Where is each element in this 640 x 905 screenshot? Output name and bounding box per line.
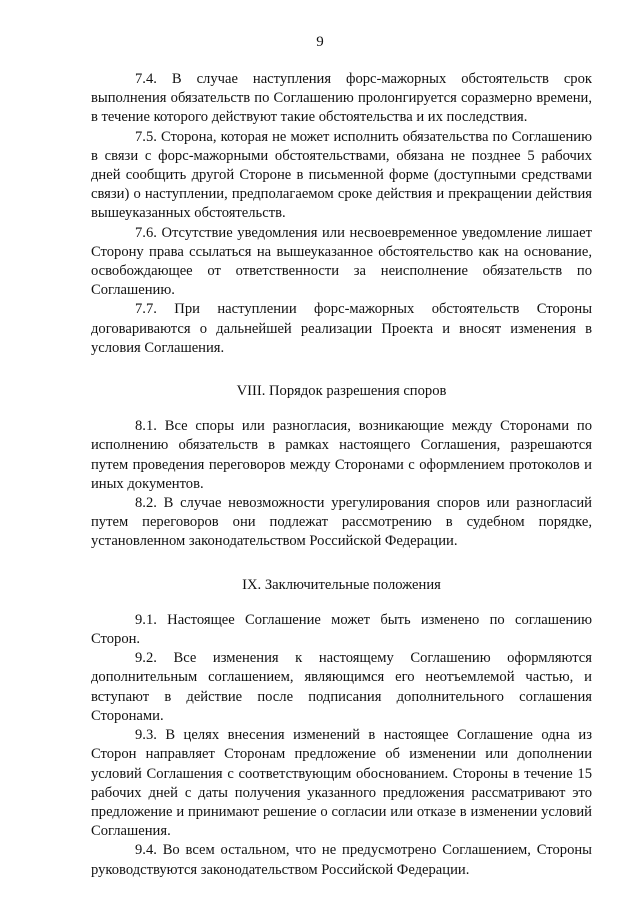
section-heading-disputes: VIII. Порядок разрешения споров: [236, 383, 447, 400]
clause-7-5: 7.5. Сторона, которая не может исполнить обязательства по Соглашению в связи с форс-мажорными обстоятельствами, обязана не позднее 5 рабочих дней сообщить другой Стороне в письменной форме (доступными средствами связи) о наступлении, предполагаемом сроке действия и прекращении действия вышеуказанных обстоятельств.: [91, 128, 592, 222]
page-number: 9: [316, 34, 324, 50]
clause-9-2: 9.2. Все изменения к настоящему Соглашению оформляются дополнительным соглашением, являющимся его неотъемлемой частью, и вступают в действие после подписания дополнительного соглашения Сторонами.: [91, 650, 592, 724]
document-body: [91, 70, 592, 880]
section-heading-final-provisions: IX. Заключительные положения: [242, 576, 441, 593]
clause-7-6: 7.6. Отсутствие уведомления или несвоевременное уведомление лишает Сторону права ссылаться на вышеуказанное обстоятельство как на основание, освобождающее от ответственности за неисполнение обязательств по Соглашению.: [91, 224, 592, 299]
clause-7-4: 7.4. В случае наступления форс-мажорных обстоятельств срок выполнения обязательств по Соглашению пролонгируется соразмерно времени, в течение которого действуют такие обстоятельства и их последствия.: [91, 71, 592, 126]
clause-8-2: 8.2. В случае невозможности урегулирования споров или разногласий путем переговоров они подлежат рассмотрению в судебном порядке, установленном законодательством Российской Федерации.: [91, 495, 592, 550]
clause-8-1: 8.1. Все споры или разногласия, возникающие между Сторонами по исполнению обязательств в рамках настоящего Соглашения, разрешаются путем проведения переговоров между Сторонами с оформлением протоколов и иных документов.: [91, 418, 592, 492]
clause-7-7: 7.7. При наступлении форс-мажорных обстоятельств Стороны договариваются о дальнейшей реализации Проекта и вносят изменения в условия Соглашения.: [91, 301, 592, 356]
clause-9-1: 9.1. Настоящее Соглашение может быть изменено по соглашению Сторон.: [91, 611, 592, 648]
clause-9-3: 9.3. В целях внесения изменений в настоящее Соглашение одна из Сторон направляет Сторонам предложение об изменении или дополнении условий Соглашения с соответствующим обоснованием. Стороны в течение 15 рабочих дней с даты получения указанного предложения рассматривают это предложение и принимают решение о согласии или отказе в изменении условий Соглашения.: [91, 727, 592, 840]
clause-9-4: 9.4. Во всем остальном, что не предусмотрено Соглашением, Стороны руководствуются законодательством Российской Федерации.: [91, 842, 592, 878]
